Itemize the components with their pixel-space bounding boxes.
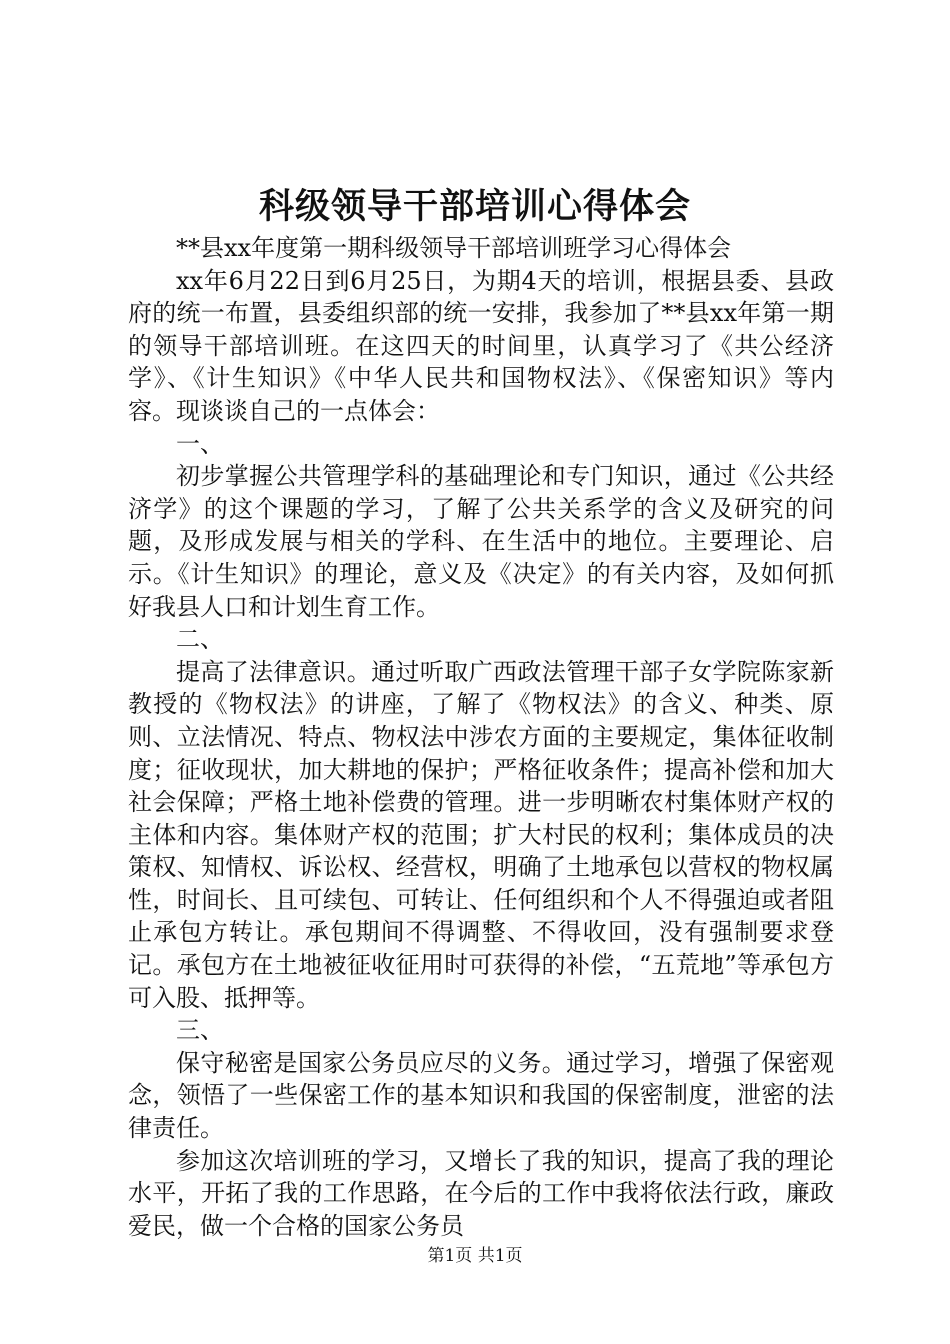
conclusion-paragraph: 参加这次培训班的学习，又增长了我的知识，提高了我的理论水平，开拓了我的工作思路，在今后的工作中我将依法行政，廉政爱民，做一个合格的国家公务员	[128, 1146, 834, 1240]
section-body-2: 提高了法律意识。通过听取广西政法管理干部子女学院陈家新教授的《物权法》的讲座，了解了《物权法》的含义、种类、原则、立法情况、特点、物权法中涉农方面的主要规定，集体征收制度；征收现状，加大耕地的保护；严格征收条件；提高补偿和加大社会保障；严格土地补偿费的管理。进一步明晰农村集体财产权的主体和内容。集体财产权的范围；扩大村民的权利；集体成员的决策权、知情权、诉讼权、经营权，明确了土地承包以营权的物权属性，时间长、且可续包、可转让、任何组织和个人不得强迫或者阻止承包方转让。承包期间不得调整、不得收回，没有强制要求登记。承包方在土地被征收征用时可获得的补偿，“五荒地”等承包方可入股、抵押等。	[128, 657, 834, 1012]
document-subtitle: **县xx年度第一期科级领导干部培训班学习心得体会	[176, 234, 732, 262]
document-title: 科级领导干部培训心得体会	[258, 186, 691, 227]
section-heading-1: 一、	[176, 429, 224, 458]
document-body	[128, 232, 834, 1242]
intro-paragraph: xx年6月22日到6月25日，为期4天的培训，根据县委、县政府的统一布置，县委组织部的统一安排，我参加了**县xx年第一期的领导干部培训班。在这四天的时间里，认真学习了《共公经济学》、《计生知识》《中华人民共和国物权法》、《保密知识》等内容。现谈谈自己的一点体会：	[128, 266, 834, 425]
section-body-1: 初步掌握公共管理学科的基础理论和专门知识，通过《公共经济学》的这个课题的学习，了解了公共关系学的含义及研究的问题，及形成发展与相关的学科、在生活中的地位。主要理论、启示。《计生知识》的理论，意义及《决定》的有关内容，及如何抓好我县人口和计划生育工作。	[128, 462, 834, 621]
page-number-footer: 第1页 共1页	[427, 1246, 523, 1266]
section-body-3: 保守秘密是国家公务员应尽的义务。通过学习，增强了保密观念，领悟了一些保密工作的基本知识和我国的保密制度，泄密的法律责任。	[128, 1048, 834, 1143]
section-heading-3: 三、	[176, 1016, 224, 1045]
section-heading-2: 二、	[176, 625, 224, 654]
